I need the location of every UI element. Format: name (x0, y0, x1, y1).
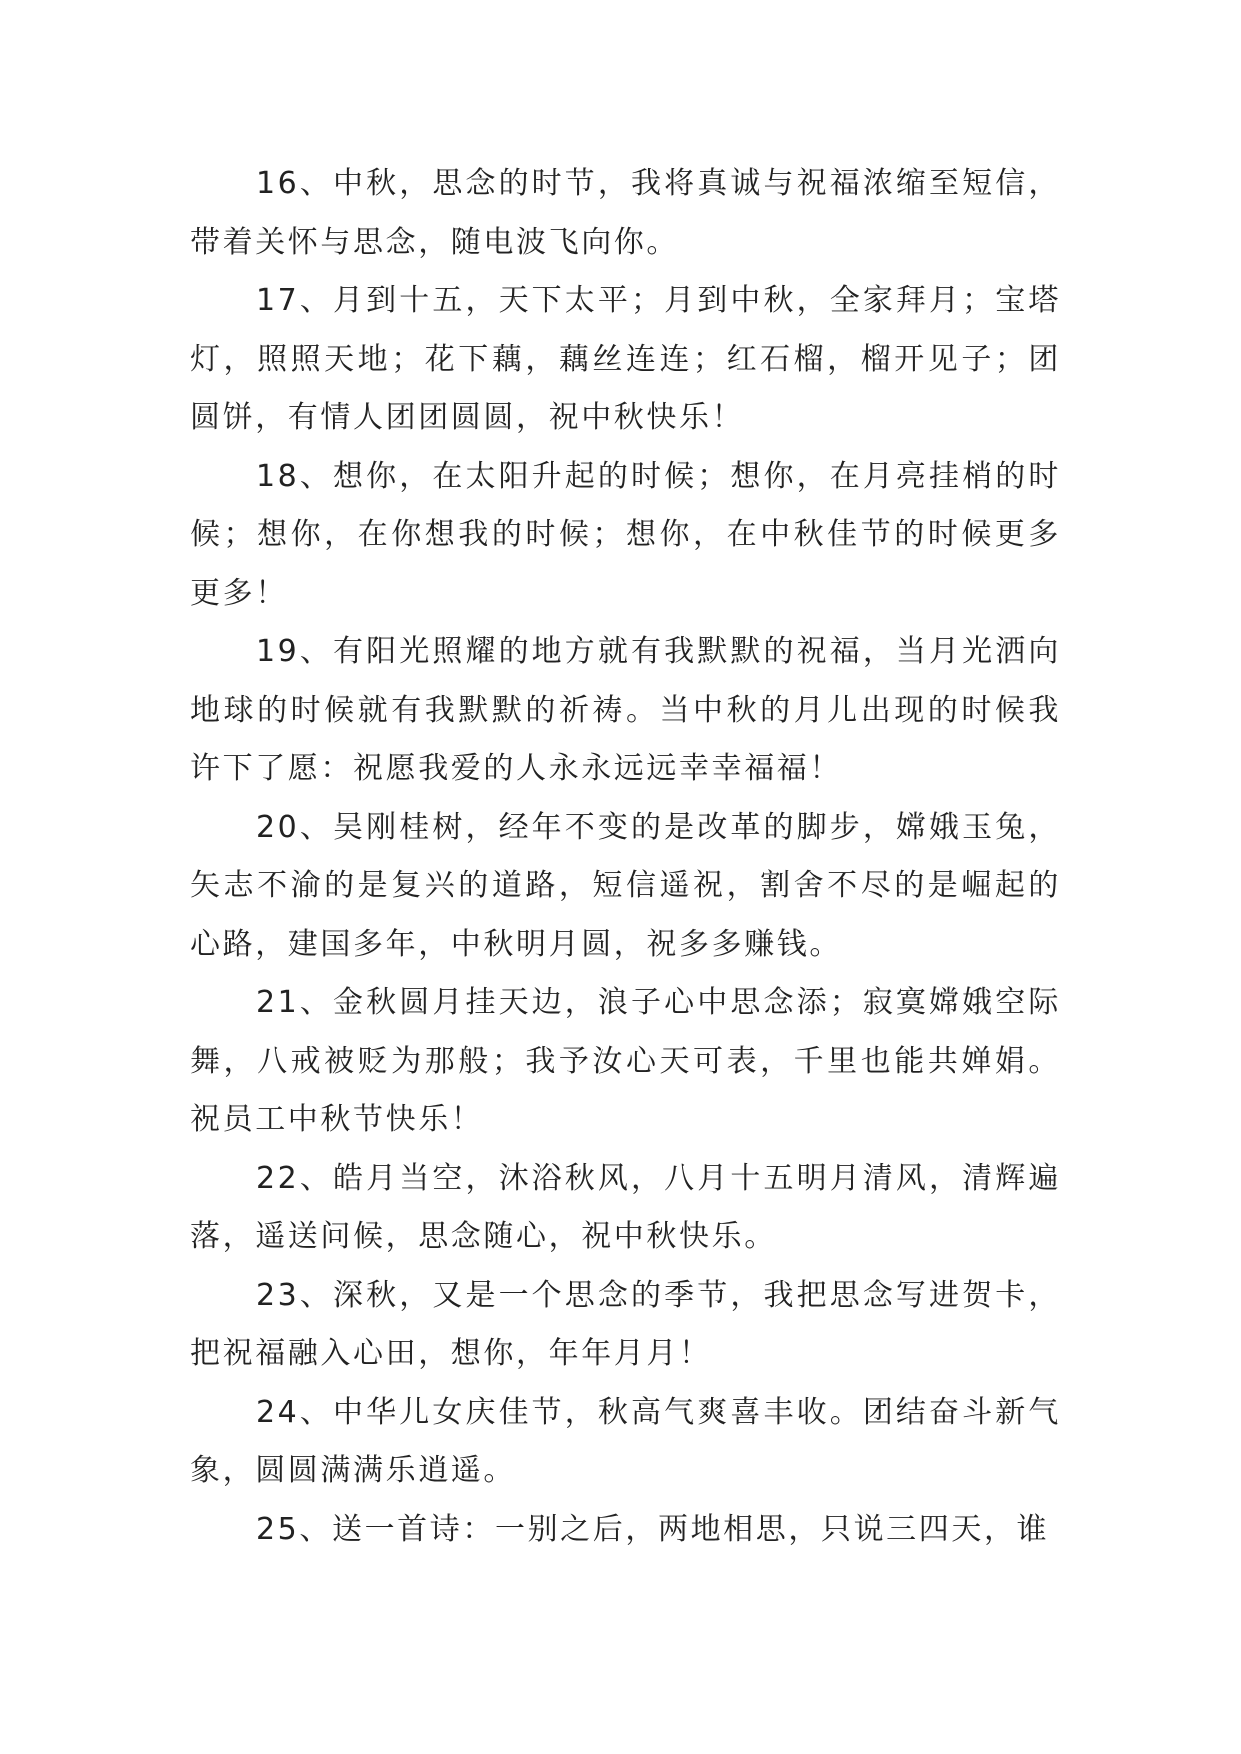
paragraph-20: 20、吴刚桂树，经年不变的是改革的脚步，嫦娥玉兔，矢志不渝的是复兴的道路，短信遥祝，割舍不尽的是崛起的心路，建国多年，中秋明月圆，祝多多赚钱。 (190, 809, 1061, 962)
paragraph-17: 17、月到十五，天下太平；月到中秋，全家拜月；宝塔灯，照照天地；花下藕，藕丝连连；红石榴，榴开见子；团圆饼，有情人团团圆圆，祝中秋快乐！ (190, 283, 1061, 435)
paragraph-21: 21、金秋圆月挂天边，浪子心中思念添；寂寞嫦娥空际舞，八戒被贬为那般；我予汝心天可表，千里也能共婵娟。祝员工中秋节快乐！ (190, 985, 1061, 1137)
paragraph-16: 16、中秋，思念的时节，我将真诚与祝福浓缩至短信，带着关怀与思念，随电波飞向你。 (190, 166, 1061, 260)
paragraph-18: 18、想你，在太阳升起的时候；想你，在月亮挂梢的时候；想你，在你想我的时候；想你，在中秋佳节的时候更多更多！ (190, 458, 1061, 611)
document-body (190, 155, 1061, 1559)
paragraph-19: 19、有阳光照耀的地方就有我默默的祝福，当月光洒向地球的时候就有我默默的祈祷。当中秋的月儿出现的时候我许下了愿：祝愿我爱的人永永远远幸幸福福！ (190, 634, 1061, 786)
paragraph-25: 25、送一首诗：一别之后，两地相思，只说三四天，谁 (256, 1511, 1050, 1547)
paragraph-23: 23、深秋，又是一个思念的季节，我把思念写进贺卡，把祝福融入心田，想你，年年月月！ (190, 1277, 1061, 1371)
paragraph-24: 24、中华儿女庆佳节，秋高气爽喜丰收。团结奋斗新气象，圆圆满满乐逍遥。 (190, 1394, 1061, 1488)
paragraph-22: 22、皓月当空，沐浴秋风，八月十五明月清风，清辉遍落，遥送问候，思念随心，祝中秋快乐。 (190, 1160, 1061, 1254)
